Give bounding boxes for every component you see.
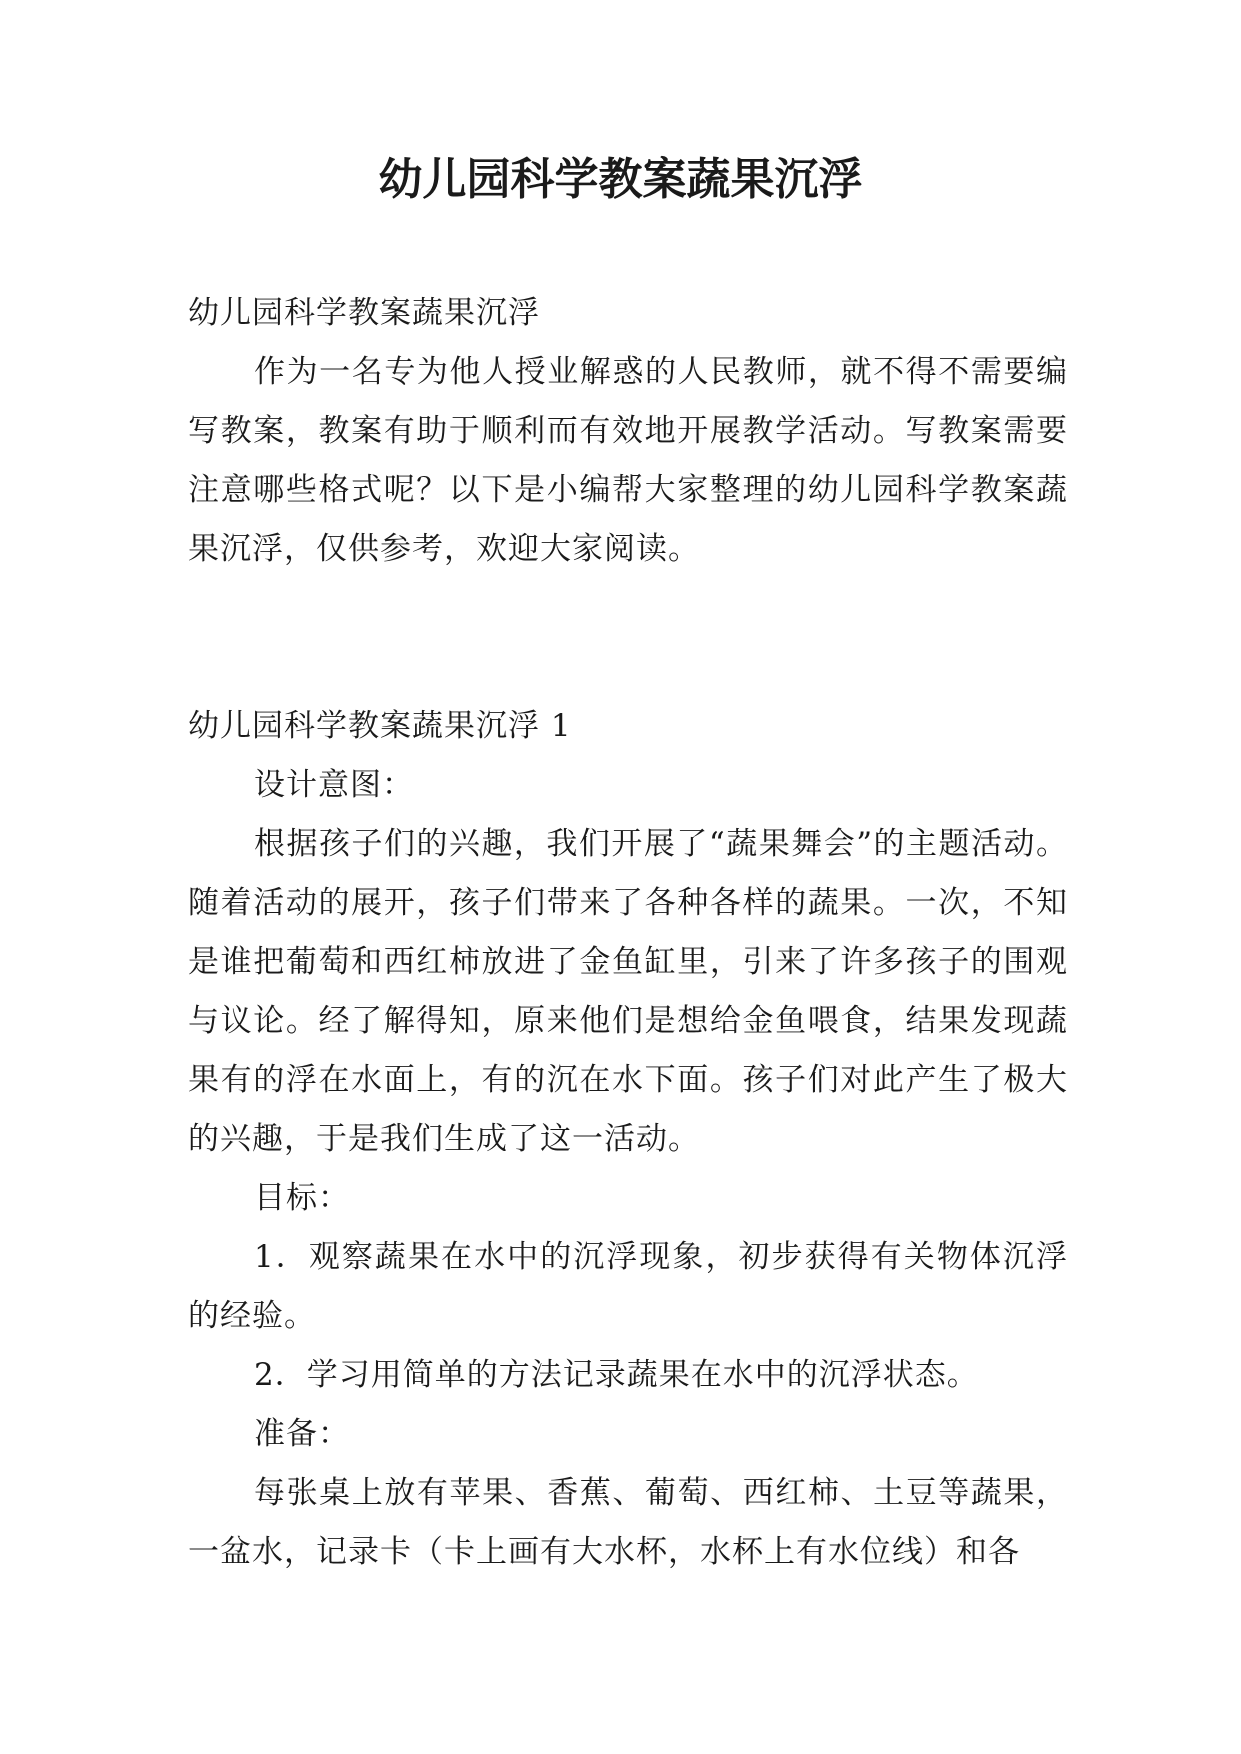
document-title: 幼儿园科学教案蔬果沉浮	[378, 154, 863, 205]
goal-item-1: 1．观察蔬果在水中的沉浮现象，初步获得有关物体沉浮的经验。	[188, 1239, 1068, 1334]
design-label: 设计意图：	[254, 767, 414, 803]
prep-label: 准备：	[254, 1416, 350, 1452]
subtitle: 幼儿园科学教案蔬果沉浮	[188, 295, 540, 331]
prep-paragraph: 每张桌上放有苹果、香蕉、葡萄、西红柿、土豆等蔬果，一盆水，记录卡（卡上画有大水杯，水杯上有水位线）和各	[188, 1475, 1068, 1570]
intro-paragraph: 作为一名专为他人授业解惑的人民教师，就不得不需要编写教案，教案有助于顺利而有效地开展教学活动。写教案需要注意哪些格式呢？以下是小编帮大家整理的幼儿园科学教案蔬果沉浮，仅供参考，欢迎大家阅读。	[188, 354, 1068, 567]
design-paragraph: 根据孩子们的兴趣，我们开展了“蔬果舞会”的主题活动。随着活动的展开，孩子们带来了各种各样的蔬果。一次，不知是谁把葡萄和西红柿放进了金鱼缸里，引来了许多孩子的围观与议论。经了解得知，原来他们是想给金鱼喂食，结果发现蔬果有的浮在水面上，有的沉在水下面。孩子们对此产生了极大的兴趣，于是我们生成了这一活动。	[188, 826, 1068, 1157]
section-spacer	[188, 579, 1068, 697]
goal-item-2: 2．学习用简单的方法记录蔬果在水中的沉浮状态。	[254, 1357, 979, 1393]
goals-label: 目标：	[254, 1180, 350, 1216]
document-body	[188, 284, 1068, 1582]
section-heading: 幼儿园科学教案蔬果沉浮 1	[188, 708, 572, 744]
